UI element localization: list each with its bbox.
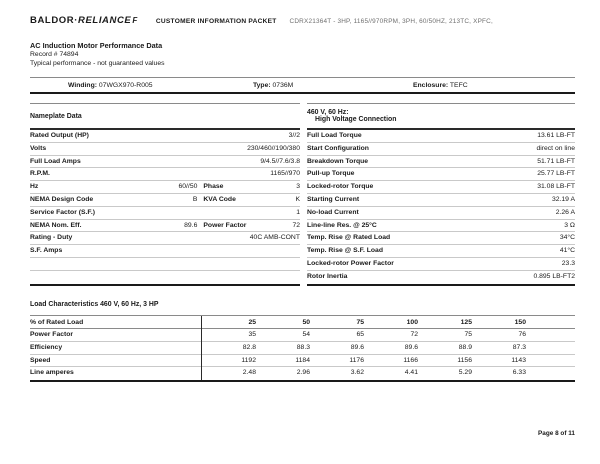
high-voltage-row [307,156,575,169]
nameplate-row [30,143,300,156]
row-value: 60//50 [178,183,198,191]
high-voltage-rows [307,130,575,284]
high-voltage-row [307,143,575,156]
nameplate-row [30,168,300,181]
winding-label: Winding: [68,81,98,89]
load-col-150: 150 [514,319,526,326]
nameplate-row-pair1 [30,181,197,193]
load-cell-3: 65 [356,331,364,338]
performance-note: Typical performance - not guaranteed values [30,60,165,67]
row-label: Temp. Rise @ Rated Load [307,234,391,242]
hv-title-line1: 460 V, 60 Hz: [307,109,349,116]
load-table-header-row [30,316,575,329]
load-row-label: Power Factor [30,329,202,342]
load-cell-1: 82.8 [242,343,256,351]
nameplate-row-pair2 [197,181,300,193]
row-value: 3 Ω [564,221,575,229]
load-cell-5: 1156 [457,356,472,364]
row-value-2: 40C AMB-CONT [249,234,300,242]
row-label: Full Load Torque [307,132,362,139]
row-label: Breakdown Torque [307,157,369,165]
title-block [30,41,165,68]
row-value-2: 3 [296,183,300,191]
high-voltage-row [307,168,575,181]
load-cell-4: 89.6 [404,343,418,351]
nameplate-row-pair1 [30,194,197,206]
load-col-100: 100 [406,319,418,326]
nameplate-row-pair2 [197,258,300,270]
load-table-body [30,329,575,380]
load-row-tail [526,355,575,368]
load-cell-3: 89.6 [350,343,364,351]
logo-trademark-glyph: F [132,16,138,25]
nameplate-table-title [30,104,300,130]
row-value: 34°C [559,234,575,242]
load-table-row [30,367,575,380]
motor-model-line: CDRX21364T - 3HP, 1165//970RPM, 3PH, 60/50HZ, 213TC, XPFC, [289,18,493,25]
row-value-2: 1 [296,208,300,216]
nameplate-row-pair2 [197,245,300,257]
nameplate-row [30,220,300,233]
enclosure-value: TEFC [449,81,468,89]
row-label: Rotor Inertia [307,272,348,280]
row-value-2: 3//2 [288,132,300,139]
row-value: 23.3 [561,259,575,267]
nameplate-row-pair2 [197,143,300,155]
winding-field [68,82,253,89]
nameplate-row [30,194,300,207]
row-label: Pull-up Torque [307,170,355,178]
high-voltage-row [307,207,575,220]
nameplate-row [30,181,300,194]
baldor-reliance-logo [30,15,138,26]
load-header-label: % of Rated Load [30,316,202,329]
nameplate-title-text: Nameplate Data [30,112,82,120]
nameplate-row [30,245,300,258]
nameplate-row-pair2 [197,168,300,180]
load-col-50: 50 [302,319,310,326]
type-label: Type: [253,81,271,89]
row-label: Volts [30,144,47,152]
load-cell-4: 1166 [403,356,418,364]
load-cell-4: 72 [410,331,418,338]
row-value: 41°C [559,247,575,255]
load-cell-1: 1192 [241,356,256,364]
row-value-2: 230/460//190/380 [247,144,300,152]
row-label: R.P.M. [30,170,50,178]
high-voltage-row [307,271,575,284]
load-cell-6: 1143 [511,356,526,364]
nameplate-row [30,258,300,271]
load-table-row [30,355,575,368]
load-cell-2: 1184 [295,356,310,364]
high-voltage-row [307,258,575,271]
row-value-2: 72 [292,221,300,229]
row-label: Start Configuration [307,144,369,152]
nameplate-row-pair2 [197,220,300,232]
hv-title-line2: High Voltage Connection [315,116,397,123]
load-cell-3: 1176 [349,356,364,364]
load-col-125: 125 [460,319,472,326]
row-value-2: 1165//970 [270,170,300,178]
row-label: Service Factor (S.F.) [30,208,95,216]
row-label-2: KVA Code [203,195,236,203]
load-row-label: Line amperes [30,367,202,380]
row-label: NEMA Design Code [30,195,94,203]
high-voltage-row [307,220,575,233]
load-row-label: Efficiency [30,342,202,355]
high-voltage-row [307,245,575,258]
load-cell-4: 4.41 [404,369,418,377]
nameplate-section [30,103,575,286]
nameplate-row [30,271,300,284]
nameplate-rows [30,130,300,284]
enclosure-field [413,82,575,89]
row-value: direct on line [536,144,575,152]
load-row-tail [526,342,575,355]
load-characteristics-title: Load Characteristics 460 V, 60 Hz, 3 HP [30,301,159,308]
load-cell-6: 6.33 [512,369,526,377]
nameplate-row-pair1 [30,130,197,142]
row-label: Locked-rotor Power Factor [307,259,394,267]
load-col-25: 25 [248,319,256,326]
row-value-2: 9/4.5//7.6/3.8 [260,157,300,165]
nameplate-row [30,156,300,169]
winding-type-enclosure-bar [30,77,575,94]
load-cell-5: 5.29 [458,369,472,377]
nameplate-row-pair1 [30,245,197,257]
logo-baldor-text: BALDOR [30,15,75,26]
load-col-75: 75 [356,319,364,326]
row-label: S.F. Amps [30,247,63,255]
load-header-tail [526,316,575,329]
enclosure-label: Enclosure: [413,81,449,89]
nameplate-row-pair1 [30,207,197,219]
row-value: 31.08 LB-FT [537,183,575,191]
page-number: Page 8 of 11 [538,430,575,437]
load-row-tail [526,329,575,342]
nameplate-row-pair1 [30,156,197,168]
row-value: 13.61 LB-FT [537,132,575,139]
nameplate-row-pair1 [30,168,197,180]
high-voltage-row [307,181,575,194]
logo-reliance-text: RELIANCE [78,15,132,26]
nameplate-row-pair1 [30,271,197,284]
row-label: Rating - Duty [30,234,73,242]
load-cell-2: 88.3 [296,343,310,351]
load-cell-5: 75 [464,331,472,338]
nameplate-row-pair1 [30,232,197,244]
nameplate-row-pair2 [197,271,300,284]
load-cell-2: 2.96 [296,369,310,377]
nameplate-row-pair2 [197,207,300,219]
row-label: Line-line Res. @ 25°C [307,221,377,229]
type-value: 0736M [272,81,294,89]
row-label: Hz [30,183,39,191]
row-label: Starting Current [307,195,360,203]
row-value: 32.19 A [551,195,575,203]
load-cell-1: 2.48 [242,369,256,377]
high-voltage-row [307,232,575,245]
winding-value: 07WGX970-R005 [98,81,153,89]
row-value: 0.895 LB-FT2 [533,272,575,280]
nameplate-row [30,232,300,245]
nameplate-row-pair2 [197,232,300,244]
nameplate-row-pair1 [30,143,197,155]
row-label: Locked-rotor Torque [307,183,374,191]
high-voltage-row [307,130,575,143]
row-label: NEMA Nom. Eff. [30,221,82,229]
row-label: Rated Output (HP) [30,132,89,139]
load-row-tail [526,367,575,380]
row-label: No-load Current [307,208,359,216]
nameplate-row-pair2 [197,194,300,206]
nameplate-data-table [30,103,300,286]
row-label-2: Phase [203,183,224,191]
high-voltage-table-title [307,104,575,130]
row-value: 89.6 [184,221,198,229]
record-number: Record # 74894 [30,51,79,58]
nameplate-row-pair1 [30,258,197,270]
row-value: 51.71 LB-FT [537,157,575,165]
nameplate-row-pair2 [197,130,300,142]
row-value: B [192,195,198,203]
row-label: Full Load Amps [30,157,81,165]
load-cell-3: 3.62 [350,369,364,377]
load-cell-6: 87.3 [512,343,526,351]
high-voltage-row [307,194,575,207]
load-cell-5: 88.9 [458,343,472,351]
load-cell-2: 54 [302,331,310,338]
load-row-label: Speed [30,355,202,368]
load-cell-6: 76 [518,331,526,338]
logo-dot: · [74,15,79,26]
row-value: 25.77 LB-FT [537,170,575,178]
nameplate-row-pair1 [30,220,197,232]
page-header [30,15,575,26]
row-label-2: Power Factor [203,221,247,229]
nameplate-row [30,207,300,220]
load-table-row [30,329,575,342]
nameplate-row [30,130,300,143]
load-cell-1: 35 [248,331,256,338]
row-value-2: K [295,195,300,203]
nameplate-row-pair2 [197,156,300,168]
document-title: AC Induction Motor Performance Data [30,41,163,50]
row-value: 2.26 A [555,208,575,216]
packet-title: CUSTOMER INFORMATION PACKET [155,18,277,25]
load-characteristics-table [30,315,575,382]
row-label: Temp. Rise @ S.F. Load [307,247,383,255]
type-field [253,82,413,89]
load-table-row [30,342,575,355]
high-voltage-connection-table [307,103,575,286]
